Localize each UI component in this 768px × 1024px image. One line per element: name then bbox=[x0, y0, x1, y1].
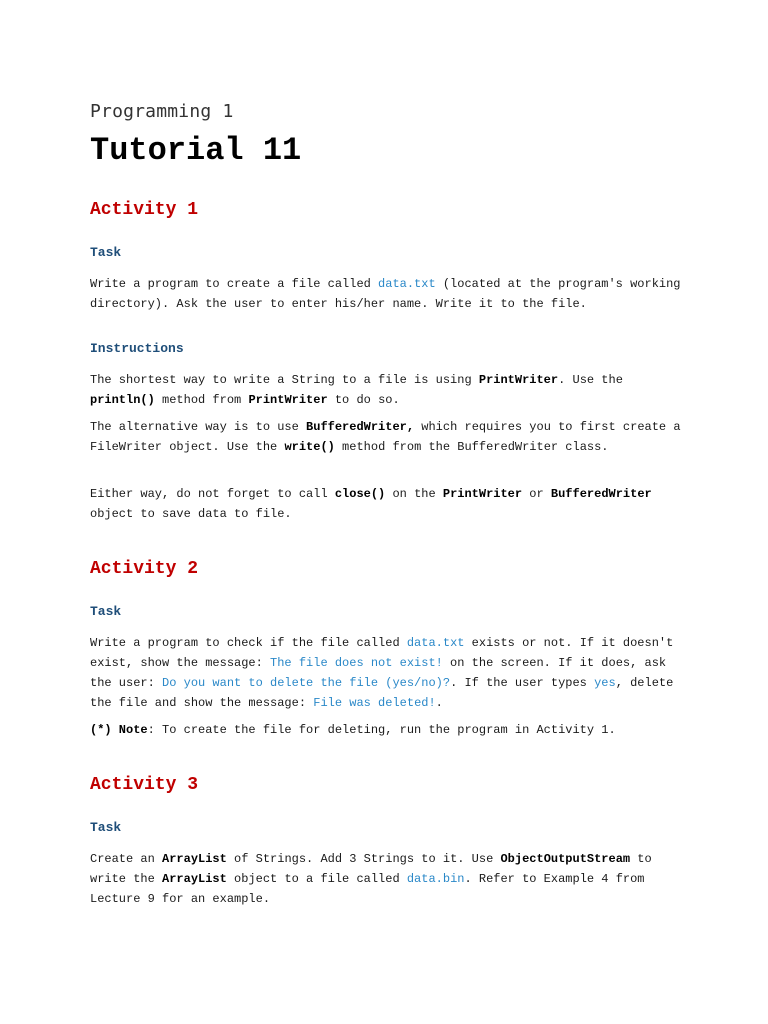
activity-1-task-text: Write a program to create a file called data.txt (located at the program's working directory). Ask the user to enter his/her name. Write it to the file. bbox=[90, 277, 681, 311]
activity-2-task-label: Task bbox=[90, 604, 122, 619]
activity-1-instruction-3: Either way, do not forget to call close() on the PrintWriter or BufferedWriter object to save data to file. bbox=[90, 487, 652, 521]
message-delete-prompt: Do you want to delete the file (yes/no)? bbox=[162, 676, 451, 690]
answer-yes: yes bbox=[594, 676, 616, 690]
message-file-not-exist: The file does not exist! bbox=[270, 656, 443, 670]
filename-data-txt: data.txt bbox=[378, 277, 436, 291]
activity-1-heading: Activity 1 bbox=[90, 200, 199, 220]
activity-3-task-label: Task bbox=[90, 820, 122, 835]
course-name: Programming 1 bbox=[90, 101, 234, 122]
activity-2-task-text: Write a program to check if the file called data.txt exists or not. If it doesn't exist, show the message: The file does not exist! on the screen. If it does, ask the user: Do you want to delete the file (yes/no)?. If the user types yes, delete the file and show the message: File was deleted!. bbox=[90, 636, 674, 710]
filename-data-bin: data.bin bbox=[406, 872, 465, 886]
activity-1-instruction-1: The shortest way to write a String to a file is using PrintWriter. Use the println() method from PrintWriter to do so. bbox=[90, 373, 623, 407]
activity-1-task-label: Task bbox=[90, 245, 122, 260]
document-header bbox=[90, 97, 690, 173]
activity-3-heading: Activity 3 bbox=[90, 775, 199, 795]
message-file-deleted: File was deleted! bbox=[313, 696, 436, 710]
page-title: Tutorial 11 bbox=[90, 132, 302, 169]
activity-2-heading: Activity 2 bbox=[90, 559, 199, 579]
activity-1-instruction-2: The alternative way is to use BufferedWriter, which requires you to first create a FileWriter object. Use the write() method from the BufferedWriter class. bbox=[90, 420, 681, 454]
activity-2-note: (*) Note: To create the file for deleting, run the program in Activity 1. bbox=[90, 723, 616, 737]
note-label: (*) Note bbox=[90, 723, 148, 737]
activity-3-task-text: Create an ArrayList of Strings. Add 3 Strings to it. Use ObjectOutputStream to write the ArrayList object to a file called data.bin. Refer to Example 4 from Lecture 9 for an example. bbox=[90, 852, 652, 906]
activity-1-instructions-label: Instructions bbox=[90, 341, 184, 356]
filename-data-txt: data.txt bbox=[406, 636, 465, 650]
